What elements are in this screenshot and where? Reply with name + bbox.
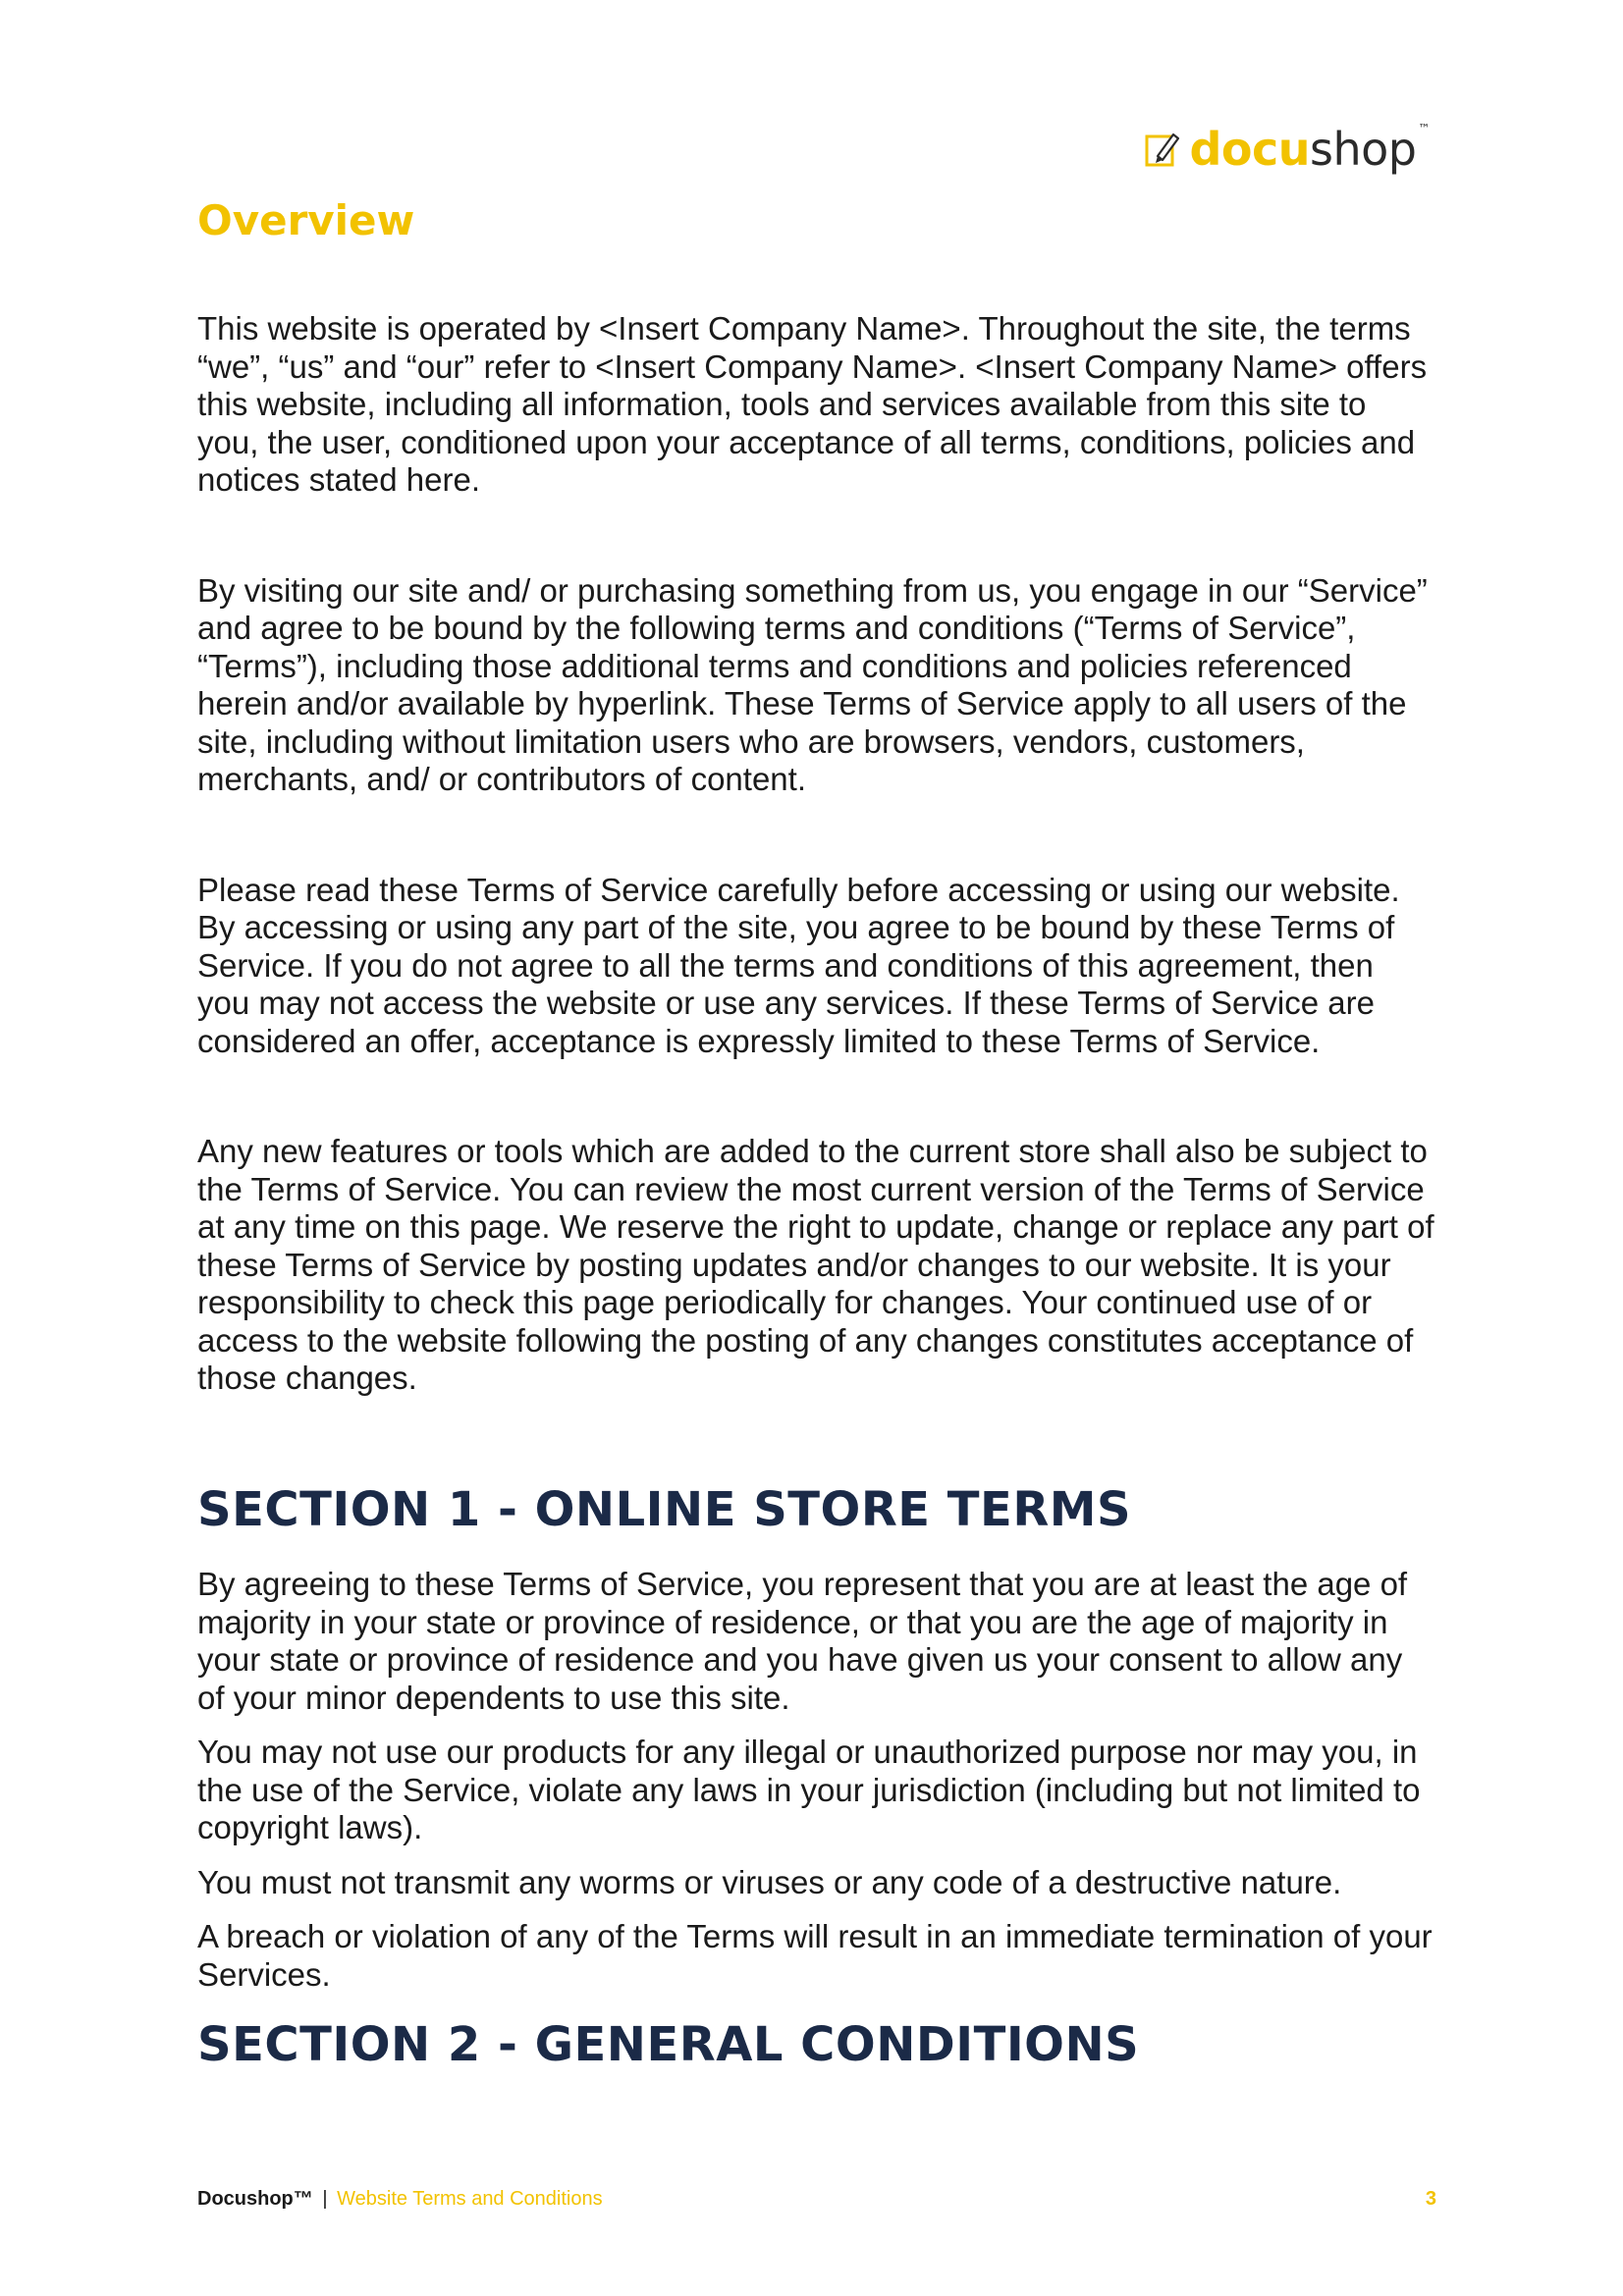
section-1-paragraph: You must not transmit any worms or viruses or any code of a destructive nature. bbox=[197, 1863, 1342, 1900]
pencil-document-icon bbox=[1144, 131, 1181, 168]
footer-separator: | bbox=[322, 2188, 328, 2210]
overview-paragraph: Any new features or tools which are added to the current store shall also be subject to the Terms of Service. You can review the most current version of the Terms of Service at any time on this page. We reserve the right to update, change or replace any part of these Terms of Service by posting updates and/or changes to our website. It is your responsibility to check this page periodically for changes. Your continued use of or access to the website following the posting of any changes constitutes acceptance of those changes. bbox=[197, 1133, 1434, 1397]
footer-document-title: Website Terms and Conditions bbox=[337, 2188, 603, 2210]
section-1-heading: SECTION 1 - ONLINE STORE TERMS bbox=[197, 1481, 1132, 1537]
page-footer bbox=[197, 2188, 1436, 2211]
overview-paragraph: By visiting our site and/ or purchasing something from us, you engage in our “Service” and agree to be bound by the following terms and conditions (“Terms of Service”, “Terms”), including those additional terms and conditions and policies referenced herein and/or available by hyperlink. These Terms of Service apply to all users of the site, including without limitation users who are browsers, vendors, customers, merchants, and/ or contributors of content. bbox=[197, 571, 1428, 798]
section-1-paragraph: A breach or violation of any of the Terms will result in an immediate termination of your Services. bbox=[197, 1918, 1433, 1993]
page-number: 3 bbox=[1425, 2188, 1436, 2210]
logo-wordmark: docushop ™ bbox=[1189, 122, 1430, 176]
section-2-heading: SECTION 2 - GENERAL CONDITIONS bbox=[197, 2017, 1140, 2073]
overview-heading: Overview bbox=[197, 196, 415, 244]
docushop-logo bbox=[1144, 120, 1430, 179]
overview-paragraph: This website is operated by <Insert Company Name>. Throughout the site, the terms “we”, “us” and “our” refer to <Insert Company Name>. <Insert Company Name> offers this website, including all information, tools and services available from this site to you, the user, conditioned upon your acceptance of all terms, conditions, policies and notices stated here. bbox=[197, 310, 1428, 499]
footer-label bbox=[197, 2188, 603, 2211]
footer-brand: Docushop™ bbox=[197, 2188, 313, 2210]
section-1-paragraph: You may not use our products for any illegal or unauthorized purpose nor may you, in the use of the Service, violate any laws in your jurisdiction (including but not limited to copyright laws). bbox=[197, 1734, 1421, 1846]
section-1-paragraph: By agreeing to these Terms of Service, you represent that you are at least the age of majority in your state or province of residence, or that you are the age of majority in your state or province of residence and you have given us your consent to allow any of your minor dependents to use this site. bbox=[197, 1566, 1408, 1716]
overview-paragraph: Please read these Terms of Service carefully before accessing or using our website. By accessing or using any part of the site, you agree to be bound by these Terms of Service. If you do not agree to all the terms and conditions of this agreement, then you may not access the website or use any services. If these Terms of Service are considered an offer, acceptance is expressly limited to these Terms of Service. bbox=[197, 871, 1400, 1059]
document-body bbox=[197, 196, 1434, 2074]
